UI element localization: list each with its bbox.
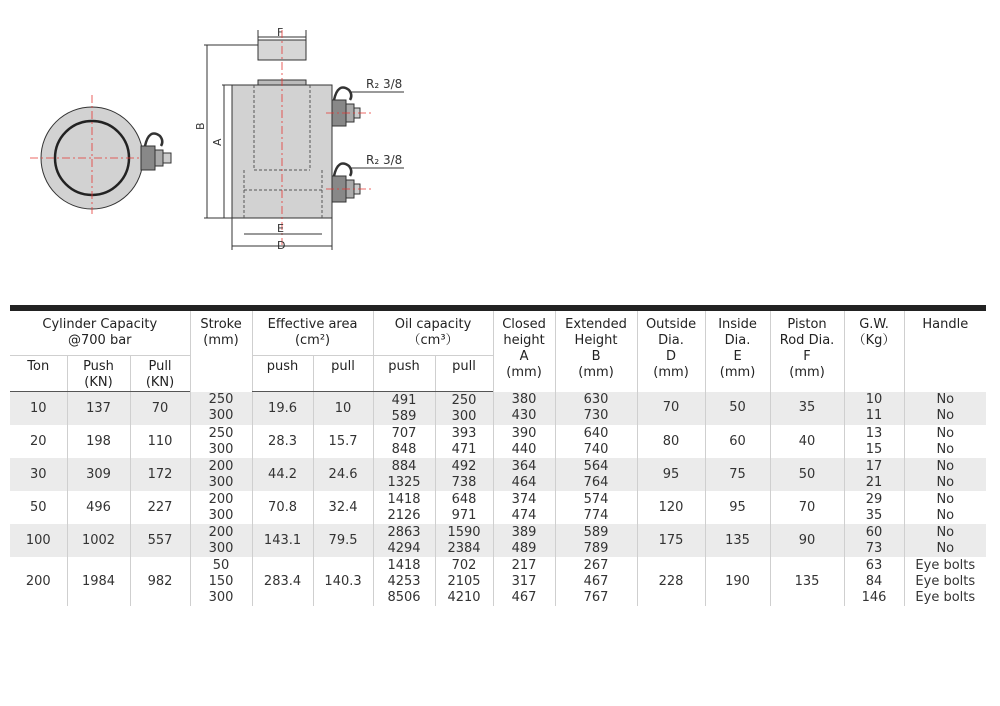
cell-oil-pull: 1590 2384 <box>435 524 493 557</box>
header-oil-capacity: Oil capacity （cm³） <box>373 308 493 356</box>
cell-push: 1002 <box>67 524 130 557</box>
top-view <box>30 95 171 214</box>
cell-handle: No No <box>904 392 986 426</box>
header-gross-weight: G.W. （Kg） <box>844 308 904 392</box>
specification-table-body <box>10 392 986 607</box>
cell-outside: 80 <box>637 425 705 458</box>
dim-label-e: E <box>277 222 284 235</box>
cell-push: 198 <box>67 425 130 458</box>
cell-inside: 75 <box>705 458 770 491</box>
cell-oil-pull: 648 971 <box>435 491 493 524</box>
specification-table <box>10 305 986 606</box>
cell-piston: 50 <box>770 458 844 491</box>
cell-oil-pull: 492 738 <box>435 458 493 491</box>
cell-ton: 200 <box>25 573 51 589</box>
cell-stroke: 250 300 <box>190 392 252 426</box>
header-eff-push: push <box>252 356 313 392</box>
cell-ton: 100 <box>10 524 67 557</box>
cell-oil-pull: 702 2105 4210 <box>435 557 493 606</box>
cell-handle: No No <box>904 524 986 557</box>
table-row <box>10 524 986 557</box>
cell-oil-push: 1418 2126 <box>373 491 435 524</box>
cell-stroke: 50 150 300 <box>190 557 252 606</box>
cell-closed: 364 464 <box>493 458 555 491</box>
cell-extended: 630 730 <box>555 392 637 426</box>
port-label-top: R₂ 3/8 <box>366 77 403 91</box>
header-push-kn: Push (KN) <box>67 356 130 392</box>
cell-eff-push: 19.6 <box>252 392 313 426</box>
cell-outside: 175 <box>637 524 705 557</box>
cylinder-technical-drawing <box>0 0 1000 300</box>
port-label-bottom: R₂ 3/8 <box>366 153 403 167</box>
cell-oil-push: 1418 4253 8506 <box>373 557 435 606</box>
cell-gw: 13 15 <box>844 425 904 458</box>
cell-stroke: 250 300 <box>190 425 252 458</box>
cell-inside: 190 <box>705 557 770 606</box>
cell-extended: 589 789 <box>555 524 637 557</box>
cell-extended: 574 774 <box>555 491 637 524</box>
cell-inside: 50 <box>705 392 770 426</box>
cell-extended: 640 740 <box>555 425 637 458</box>
cell-ton: 10 <box>10 392 67 426</box>
cell-inside: 60 <box>705 425 770 458</box>
cell-oil-push: 2863 4294 <box>373 524 435 557</box>
cell-closed: 390 440 <box>493 425 555 458</box>
header-effective-area: Effective area (cm²) <box>252 308 373 356</box>
header-handle: Handle <box>904 308 986 392</box>
cell-stroke: 200 300 <box>190 524 252 557</box>
cell-closed: 374 474 <box>493 491 555 524</box>
cell-ton: 20 <box>29 433 47 449</box>
cell-gw: 29 35 <box>844 491 904 524</box>
header-stroke: Stroke (mm) <box>190 308 252 392</box>
cell-oil-push: 707 848 <box>373 425 435 458</box>
cell-extended: 267 467 767 <box>555 557 637 606</box>
header-outside-dia: Outside Dia. D (mm) <box>637 308 705 392</box>
cell-closed: 389 489 <box>493 524 555 557</box>
cell-pull: 172 <box>130 458 190 491</box>
cell-handle: No No <box>904 458 986 491</box>
header-pull-kn: Pull (KN) <box>130 356 190 392</box>
cell-eff-pull: 79.5 <box>313 524 373 557</box>
dim-label-d: D <box>277 239 286 252</box>
cell-closed: 217 317 467 <box>493 557 555 606</box>
header-closed-height: Closed height A (mm) <box>493 308 555 392</box>
cell-eff-push: 283.4 <box>252 557 313 606</box>
cell-eff-pull: 10 <box>313 392 373 426</box>
cell-gw: 60 73 <box>844 524 904 557</box>
cell-oil-pull: 250 300 <box>435 392 493 426</box>
cell-inside: 135 <box>705 524 770 557</box>
cell-gw: 10 11 <box>844 392 904 426</box>
cell-eff-push: 143.1 <box>252 524 313 557</box>
cell-eff-push: 28.3 <box>252 425 313 458</box>
cell-outside: 70 <box>637 392 705 426</box>
header-cylinder-capacity: Cylinder Capacity @700 bar <box>10 308 190 356</box>
cell-push: 309 <box>67 458 130 491</box>
cell-oil-pull: 393 471 <box>435 425 493 458</box>
header-piston-rod-dia: Piston Rod Dia. F (mm) <box>770 308 844 392</box>
cell-pull: 110 <box>130 425 190 458</box>
cell-eff-push: 70.8 <box>252 491 313 524</box>
cell-push: 1984 <box>67 557 130 606</box>
cell-outside: 120 <box>637 491 705 524</box>
cell-piston: 35 <box>770 392 844 426</box>
header-extended-height: Extended Height B (mm) <box>555 308 637 392</box>
table-row <box>10 557 986 606</box>
header-oil-pull: pull <box>435 356 493 392</box>
cell-stroke: 200 300 <box>190 491 252 524</box>
cell-inside: 95 <box>705 491 770 524</box>
cell-piston: 90 <box>770 524 844 557</box>
dim-label-a: A <box>211 138 224 146</box>
cell-ton: 50 <box>29 499 47 515</box>
cell-eff-pull: 24.6 <box>313 458 373 491</box>
cell-piston: 70 <box>770 491 844 524</box>
cell-extended: 564 764 <box>555 458 637 491</box>
cell-oil-push: 491 589 <box>373 392 435 426</box>
cell-eff-pull: 140.3 <box>313 557 373 606</box>
cell-handle: Eye bolts Eye bolts Eye bolts <box>904 557 986 606</box>
cell-piston: 40 <box>770 425 844 458</box>
cell-handle: No No <box>904 491 986 524</box>
cell-ton: 30 <box>10 458 67 491</box>
cell-pull: 557 <box>130 524 190 557</box>
dim-label-b: B <box>194 122 207 130</box>
cell-eff-pull: 15.7 <box>313 425 373 458</box>
cell-piston: 135 <box>770 557 844 606</box>
table-row <box>10 392 986 426</box>
cell-outside: 228 <box>637 557 705 606</box>
cell-gw: 63 84 146 <box>844 557 904 606</box>
cell-pull: 227 <box>130 491 190 524</box>
cell-stroke: 200 300 <box>190 458 252 491</box>
side-view <box>194 26 404 252</box>
dim-label-f: F <box>277 26 284 39</box>
cell-outside: 95 <box>637 458 705 491</box>
cell-gw: 17 21 <box>844 458 904 491</box>
table-row <box>10 458 986 491</box>
cell-pull: 982 <box>130 557 190 606</box>
table-row <box>10 491 986 524</box>
header-inside-dia: Inside Dia. E (mm) <box>705 308 770 392</box>
cell-oil-push: 884 1325 <box>373 458 435 491</box>
cell-closed: 380 430 <box>493 392 555 426</box>
header-oil-push: push <box>373 356 435 392</box>
cell-push: 137 <box>67 392 130 426</box>
cell-eff-push: 44.2 <box>252 458 313 491</box>
cell-push: 496 <box>67 491 130 524</box>
table-row <box>10 425 986 458</box>
header-ton: Ton <box>10 356 67 392</box>
header-eff-pull: pull <box>313 356 373 392</box>
cell-pull: 70 <box>130 392 190 426</box>
cell-handle: No No <box>904 425 986 458</box>
cell-eff-pull: 32.4 <box>313 491 373 524</box>
